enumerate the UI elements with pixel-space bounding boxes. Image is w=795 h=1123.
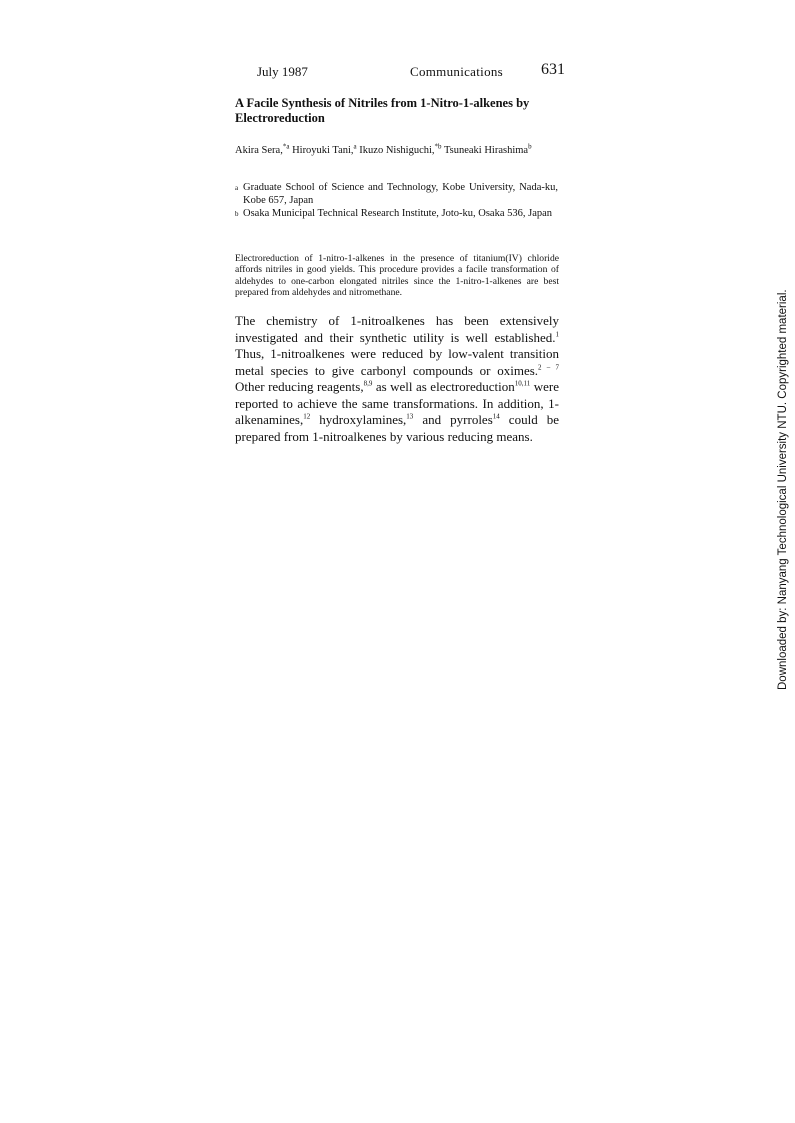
affiliation-mark: a [235, 184, 239, 192]
page-number: 631 [541, 61, 565, 78]
citation-ref: 1 [555, 330, 559, 339]
section-name: Communications [410, 64, 504, 79]
citation-ref: 13 [406, 412, 414, 421]
citation-ref: 10,11 [514, 379, 531, 388]
body-text-segment: Thus, 1-nitroalkenes were reduced by low-valent transition metal species to give carbonyl compounds or oximes. [235, 346, 559, 378]
author-affiliation-mark: *a [282, 142, 290, 151]
author-name: Tsuneaki Hirashima [443, 145, 529, 156]
affiliation [235, 208, 560, 221]
author-name: Ikuzo Nishiguchi, [359, 145, 435, 156]
affiliation-text: Graduate School of Science and Technology, Kobe University, Nada-ku, Kobe 657, Japan [243, 182, 558, 206]
body-paragraph [235, 313, 559, 445]
citation-ref: 8,9 [363, 379, 373, 388]
body-text-segment: hydroxylamines, [310, 412, 407, 427]
body-text-segment: and pyrroles [413, 412, 493, 427]
affiliation [235, 182, 560, 207]
download-watermark: Downloaded by: Nanyang Technological University NTU. Copyrighted material. [777, 289, 789, 690]
affiliation-mark: b [235, 210, 239, 218]
citation-ref: 12 [303, 412, 311, 421]
body-text-segment: were reported to achieve the same transformations. In addition, 1-alkenamines, [235, 379, 560, 427]
article-title: A Facile Synthesis of Nitriles from 1-Nitro-1-alkenes by Electroreduction [235, 96, 530, 125]
author-affiliation-mark: *b [434, 142, 442, 151]
affiliation-text: Osaka Municipal Technical Research Institute, Joto-ku, Osaka 536, Japan [243, 208, 553, 219]
body-text-segment: as well as electroreduction [372, 379, 515, 394]
abstract: Electroreduction of 1-nitro-1-alkenes in the presence of titanium(IV) chloride affords nitriles in good yields. This procedure provides a facile transformation of aldehydes to one-carbon elongated nitriles since the 1-nitro-1-alkenes are best prepared from aldehydes and nitromethane. [235, 253, 559, 299]
journal-date: July 1987 [257, 64, 308, 79]
author-affiliation-mark: b [528, 142, 532, 151]
body-text-segment: The chemistry of 1-nitroalkenes has been extensively investigated and their synthetic utility is well established. [235, 313, 559, 345]
author-affiliation-mark: a [353, 142, 357, 151]
author-name: Hiroyuki Tani, [292, 145, 354, 156]
author-list [235, 144, 560, 157]
author-name: Akira Sera, [235, 145, 283, 156]
citation-ref: 2 – 7 [538, 363, 559, 372]
citation-ref: 14 [492, 412, 500, 421]
body-text-segment: Other reducing reagents, [235, 379, 364, 394]
body-text-segment: could be prepared from 1-nitroalkenes by various reducing means. [235, 412, 560, 444]
